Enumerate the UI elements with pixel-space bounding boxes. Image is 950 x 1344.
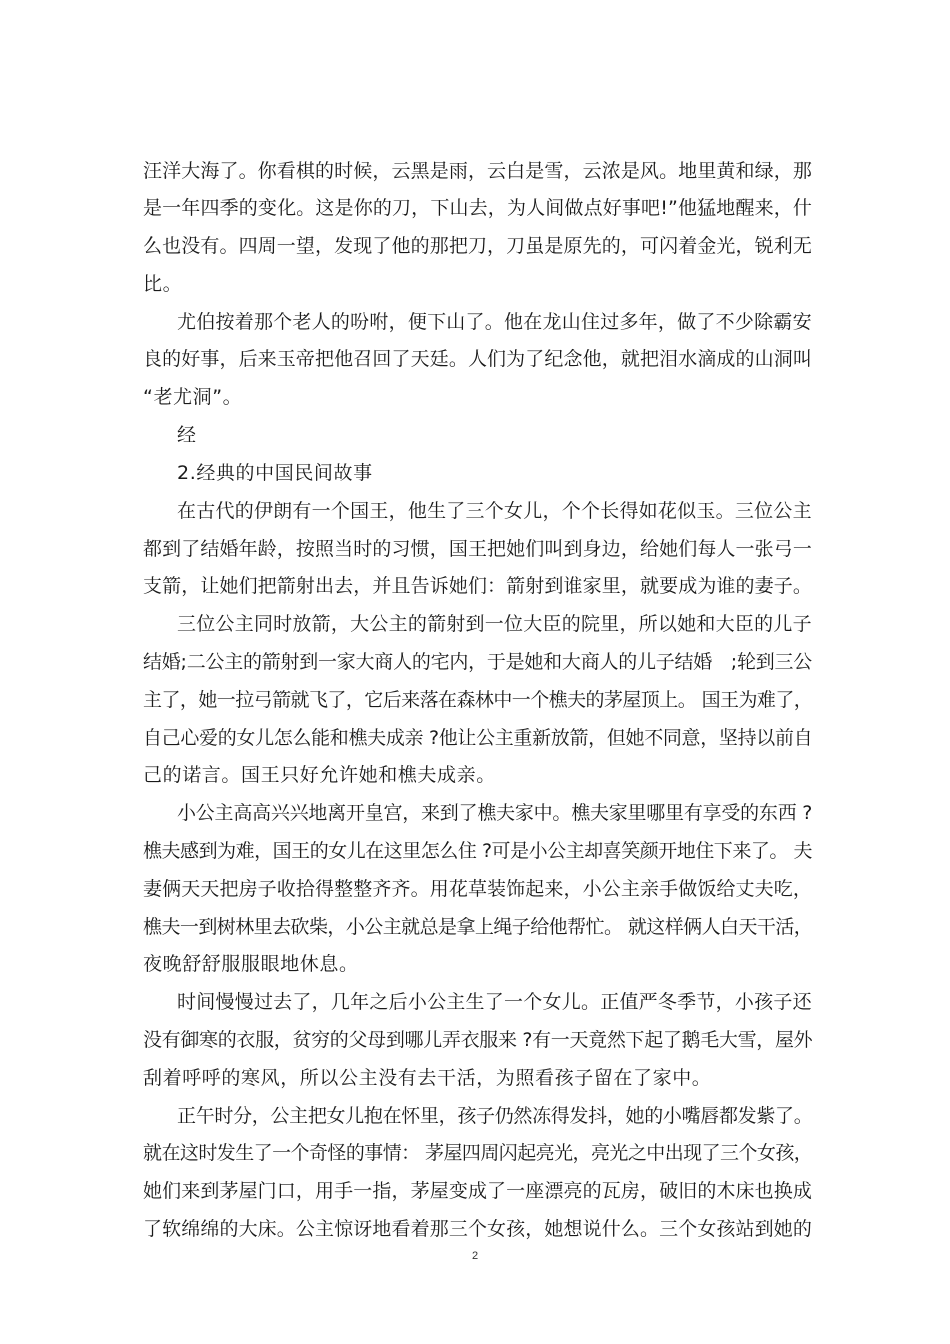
text-line: 都到了结婚年龄，按照当时的习惯，国王把她们叫到身边，给她们每人一张弓一 — [143, 538, 813, 560]
paragraph-start: 时间慢慢过去了，几年之后小公主生了一个女儿。正值严冬季节，小孩子还 — [177, 991, 812, 1013]
text-line: 是一年四季的变化。这是你的刀，下山去，为人间做点好事吧!”他猛地醒来，什 — [143, 197, 813, 219]
text-line: 支箭，让她们把箭射出去，并且告诉她们：箭射到谁家里，就要成为谁的妻子。 — [143, 575, 813, 597]
text-line: 夜晚舒舒服服眼地休息。 — [143, 953, 359, 975]
section-heading: 2.经典的中国民间故事 — [177, 462, 373, 484]
text-line: 樵夫感到为难，国王的女儿在这里怎么住 ?可是小公主却喜笑颜开地住下来了。 夫 — [143, 840, 812, 862]
text-line: 么也没有。四周一望，发现了他的那把刀，刀虽是原先的，可闪着金光，锐利无 — [143, 235, 813, 257]
paragraph-start: 尤伯按着那个老人的吩咐，便下山了。他在龙山住过多年，做了不少除霸安 — [177, 311, 812, 333]
text-line: 刮着呼呼的寒风，所以公主没有去干活，为照看孩子留在了家中。 — [143, 1067, 712, 1089]
paragraph-start: 小公主高高兴兴地离开皇宫，来到了樵夫家中。樵夫家里哪里有享受的东西 ? — [177, 802, 813, 824]
text-line: “老尤洞”。 — [143, 386, 243, 408]
text-line: 比。 — [143, 273, 183, 295]
text-line: 经 — [177, 424, 197, 446]
text-line: 主了，她一拉弓箭就飞了，它后来落在森林中一个樵夫的茅屋顶上。 国王为难了， — [143, 689, 813, 711]
paragraph-start: 三位公主同时放箭，大公主的箭射到一位大臣的院里，所以她和大臣的儿子 — [177, 613, 812, 635]
text-line: 没有御寒的衣服，贫穷的父母到哪儿弄衣服来 ?有一天竟然下起了鹅毛大雪，屋外 — [143, 1029, 813, 1051]
page-number: 2 — [471, 1250, 479, 1262]
text-line: 她们来到茅屋门口，用手一指，茅屋变成了一座漂亮的瓦房，破旧的木床也换成 — [143, 1180, 813, 1202]
text-line: 汪洋大海了。你看棋的时候，云黑是雨，云白是雪，云浓是风。地里黄和绿，那 — [143, 160, 813, 182]
text-line: 妻俩天天把房子收拾得整整齐齐。用花草装饰起来，小公主亲手做饭给丈夫吃， — [143, 878, 813, 900]
text-line: 樵夫一到树林里去砍柴，小公主就总是拿上绳子给他帮忙。 就这样俩人白天干活， — [143, 916, 813, 938]
text-line: 己的诺言。国王只好允许她和樵夫成亲。 — [143, 764, 496, 786]
text-line: 结婚;二公主的箭射到一家大商人的宅内，于是她和大商人的儿子结婚 ;轮到三公 — [143, 651, 813, 673]
text-line: 良的好事，后来玉帝把他召回了天廷。人们为了纪念他，就把泪水滴成的山洞叫 — [143, 348, 813, 370]
paragraph-start: 正午时分，公主把女儿抱在怀里，孩子仍然冻得发抖，她的小嘴唇都发紫了。 — [177, 1105, 813, 1127]
text-line: 自己心爱的女儿怎么能和樵夫成亲 ?他让公主重新放箭，但她不同意，坚持以前自 — [143, 727, 813, 749]
paragraph-start: 在古代的伊朗有一个国王，他生了三个女儿，个个长得如花似玉。三位公主 — [177, 500, 812, 522]
text-line: 就在这时发生了一个奇怪的事情： 茅屋四周闪起亮光，亮光之中出现了三个女孩， — [143, 1142, 813, 1164]
text-line: 了软绵绵的大床。公主惊讶地看着那三个女孩，她想说什么。三个女孩站到她的 — [143, 1218, 813, 1240]
